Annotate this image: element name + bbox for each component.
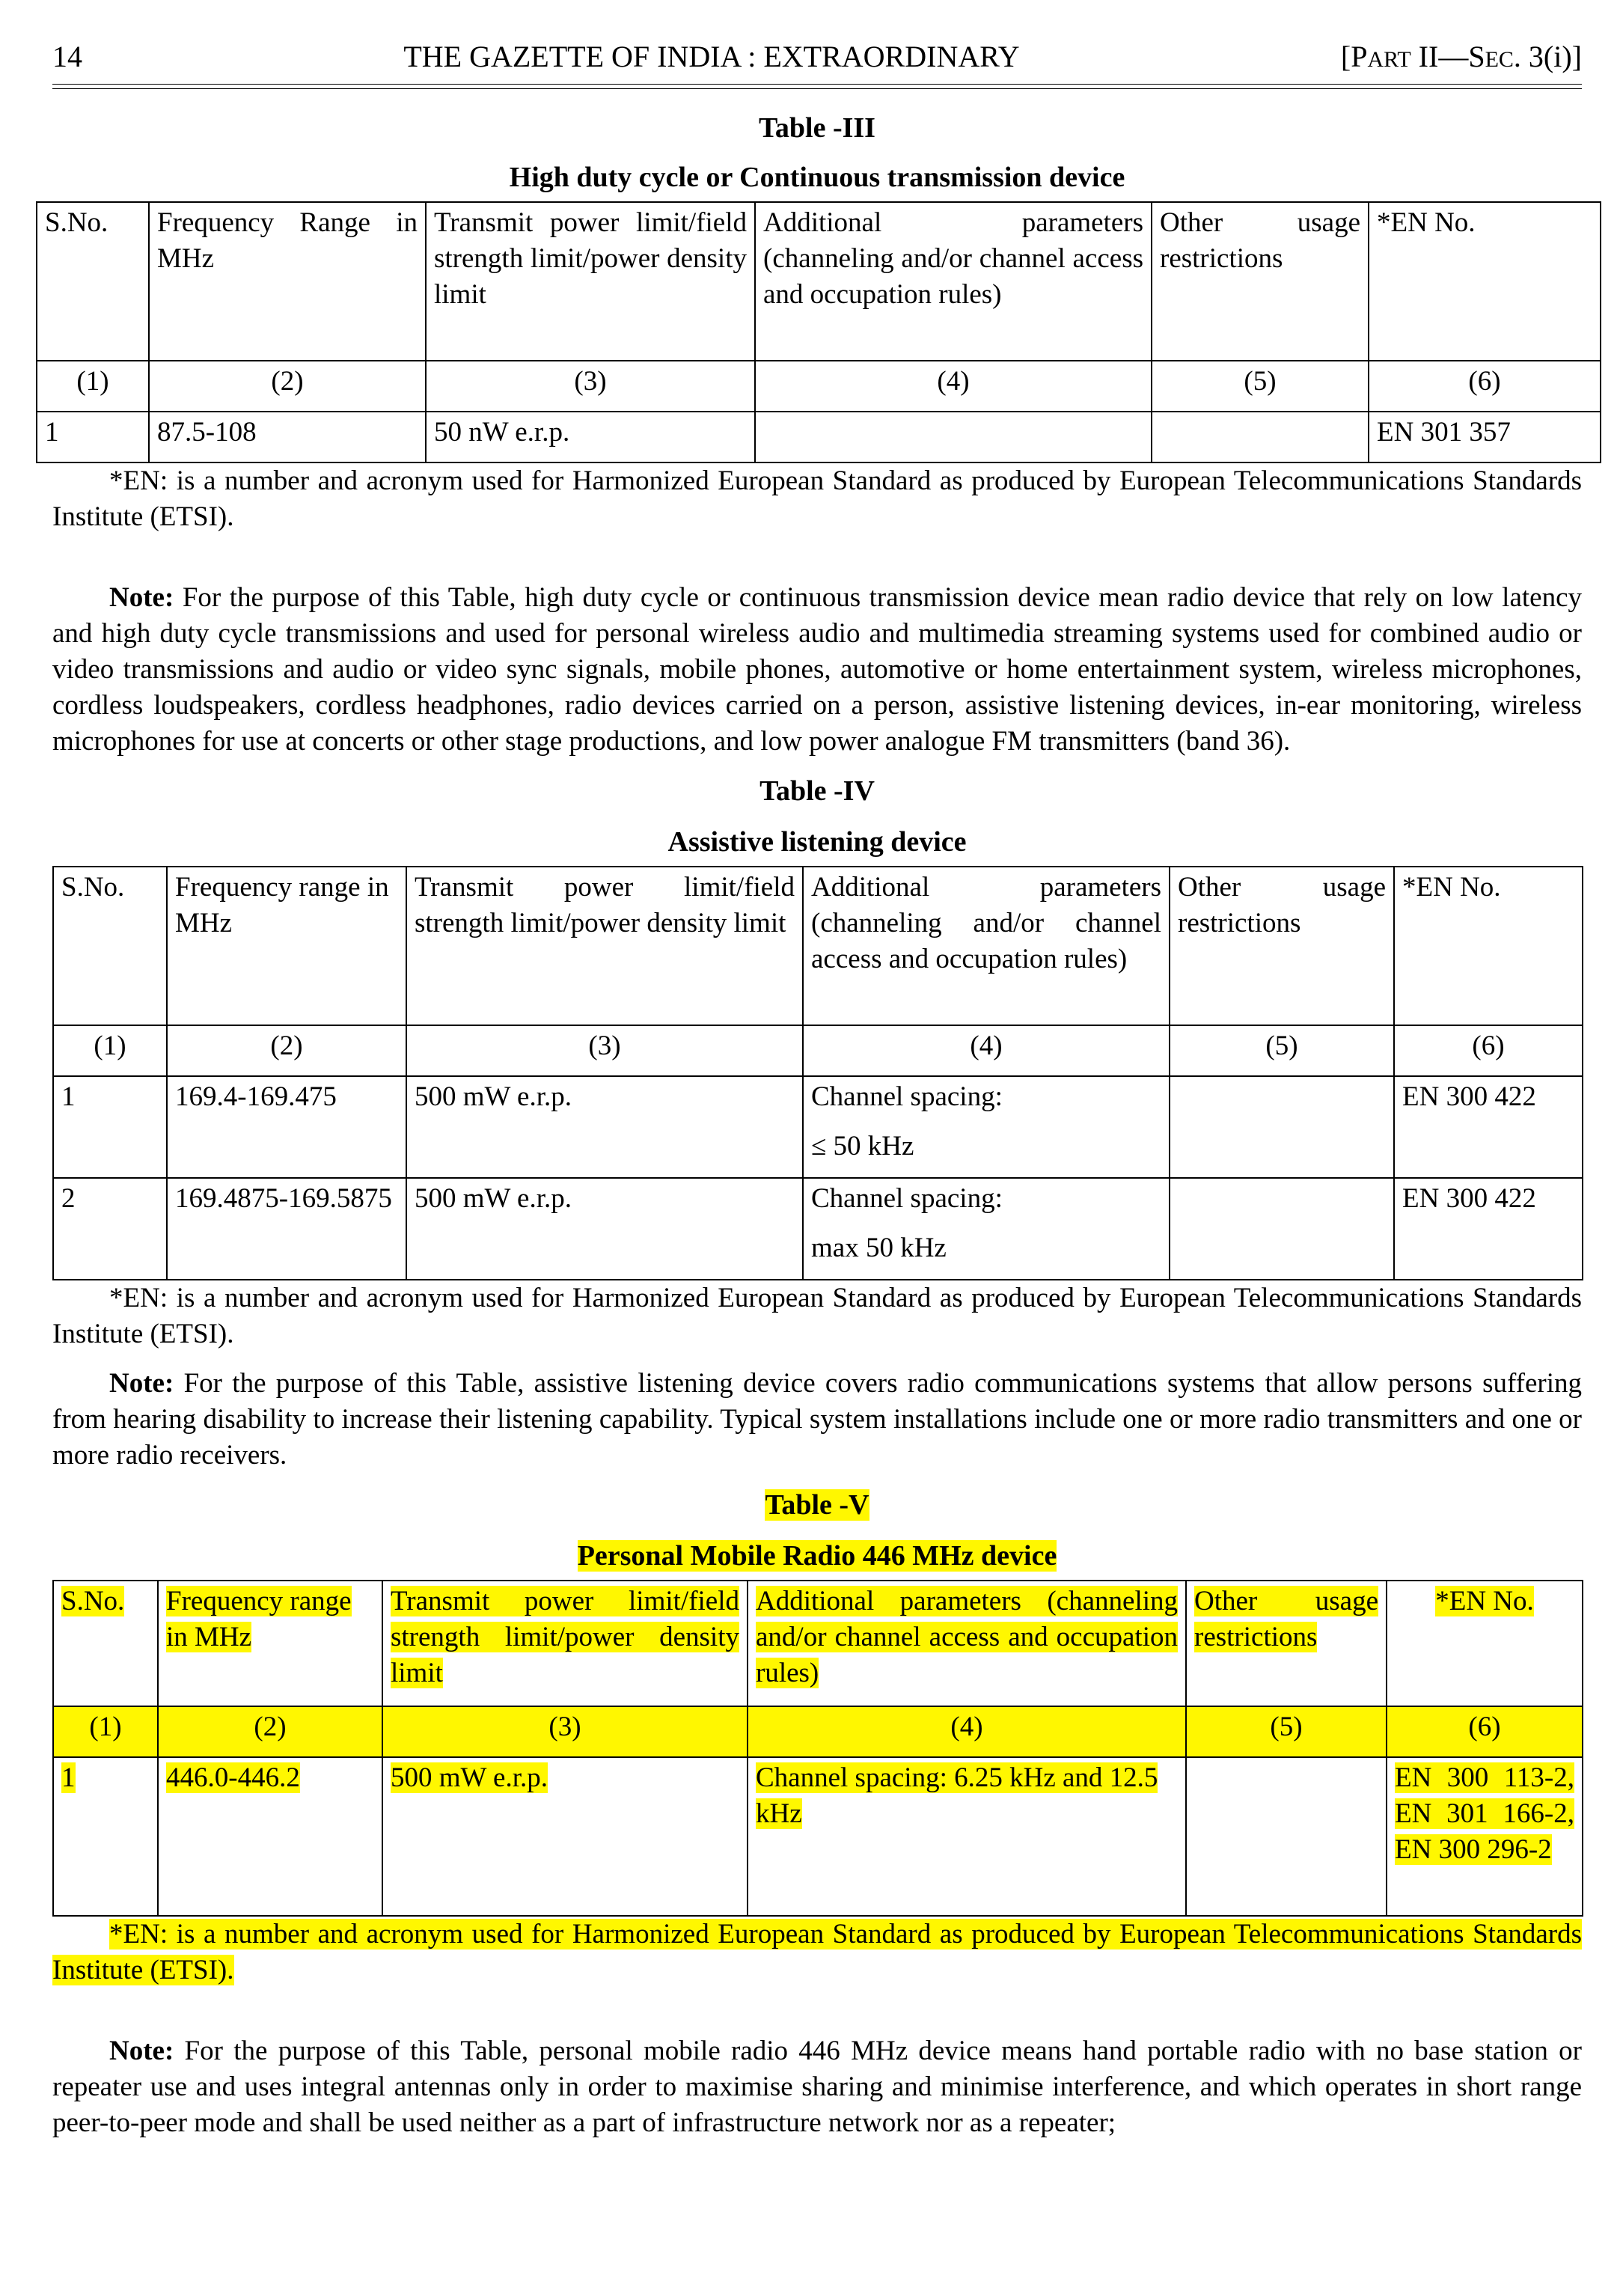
table4-cell: EN 300 422 <box>1394 1076 1583 1178</box>
table4-cell: 500 mW e.r.p. <box>406 1178 803 1280</box>
table4-col-number: (5) <box>1170 1025 1394 1076</box>
table3-header-cell: S.No. <box>37 202 149 361</box>
table3-col-number: (6) <box>1369 361 1601 412</box>
table3-header-cell: Frequency Range in MHz <box>149 202 426 361</box>
gazette-page <box>45 39 1582 2141</box>
header-double-rule <box>52 85 1582 89</box>
table4-header-cell: Frequency range in MHz <box>167 867 406 1025</box>
table4-cell <box>1170 1076 1394 1178</box>
table3-note: Note: For the purpose of this Table, high duty cycle or continuous transmission device mean radio device that rely on low latency and high duty cycle transmissions and used for personal wireless audio and multimedia streaming systems used for combined audio or video transmissions and audio or video sync signals, mobile phones, automotive or home entertainment system, wireless microphones, cordless loudspeakers, cordless headphones, radio devices carried on a person, assistive listening devices, in-ear monitoring, wireless microphones for use at concerts or other stage productions, and low power analogue FM transmitters (band 36). <box>52 582 1582 757</box>
table3-header-cell: Additional parameters (channeling and/or channel access and occupation rules) <box>755 202 1152 361</box>
gazette-title: THE GAZETTE OF INDIA : EXTRAORDINARY <box>403 40 1020 73</box>
table3-cell: 87.5-108 <box>149 412 426 462</box>
table5-cell <box>1186 1757 1387 1916</box>
table5-header-cell: S.No. <box>53 1581 158 1706</box>
table5-cell: 500 mW e.r.p. <box>382 1757 748 1916</box>
table-row <box>53 1757 1583 1916</box>
table3-label: Table -III <box>759 112 875 144</box>
table5 <box>52 1580 1583 1917</box>
table3-header-cell: *EN No. <box>1369 202 1601 361</box>
table5-footnote: *EN: is a number and acronym used for Harmonized European Standard as produced by European Telecommunications Standards Institute (ETSI). <box>52 1919 1582 1985</box>
table4-cell: 169.4875-169.5875 <box>167 1178 406 1280</box>
table5-col-number: (5) <box>1186 1706 1387 1757</box>
table4-cell: 2 <box>53 1178 167 1280</box>
table4-cell: 169.4-169.475 <box>167 1076 406 1178</box>
table3-header-cell: Other usage restrictions <box>1152 202 1369 361</box>
table4-cell: 500 mW e.r.p. <box>406 1076 803 1178</box>
table4-col-number: (2) <box>167 1025 406 1076</box>
table4-cell: Channel spacing: ≤ 50 kHz <box>803 1076 1170 1178</box>
table5-cell: 446.0-446.2 <box>158 1757 382 1916</box>
table5-header-cell: Additional parameters (channeling and/or channel access and occupation rules) <box>748 1581 1186 1706</box>
table4-cell: EN 300 422 <box>1394 1178 1583 1280</box>
table5-cell: 1 <box>53 1757 158 1916</box>
table3 <box>36 201 1601 463</box>
part-section-label: [PART II—SEC. 3(i)] <box>1340 40 1582 73</box>
table5-header-cell: Other usage restrictions <box>1186 1581 1387 1706</box>
table4-cell: 1 <box>53 1076 167 1178</box>
table4-header-cell: Transmit power limit/field strength limit/power density limit <box>406 867 803 1025</box>
table4-col-number: (4) <box>803 1025 1170 1076</box>
page-number: 14 <box>52 40 82 73</box>
table3-cell: 50 nW e.r.p. <box>426 412 755 462</box>
table4-col-number: (3) <box>406 1025 803 1076</box>
table4-cell: Channel spacing: max 50 kHz <box>803 1178 1170 1280</box>
table-row <box>53 1076 1583 1178</box>
table4-footnote: *EN: is a number and acronym used for Harmonized European Standard as produced by European Telecommunications Standards Institute (ETSI). <box>52 1283 1582 1349</box>
table3-number-row <box>37 361 1601 412</box>
table3-col-number: (4) <box>755 361 1152 412</box>
table3-cell <box>1152 412 1369 462</box>
table-row <box>37 412 1601 462</box>
table3-cell <box>755 412 1152 462</box>
table3-col-number: (2) <box>149 361 426 412</box>
table3-title: High duty cycle or Continuous transmission device <box>509 162 1125 193</box>
table5-number-row <box>53 1706 1583 1757</box>
table5-col-number: (4) <box>748 1706 1186 1757</box>
table3-header-row <box>37 202 1601 361</box>
table-row <box>53 1178 1583 1280</box>
table4-col-number: (6) <box>1394 1025 1583 1076</box>
table5-col-number: (2) <box>158 1706 382 1757</box>
table4-cell <box>1170 1178 1394 1280</box>
table4-number-row <box>53 1025 1583 1076</box>
table5-col-number: (3) <box>382 1706 748 1757</box>
table4 <box>52 866 1583 1280</box>
table5-title: Personal Mobile Radio 446 MHz device <box>577 1540 1057 1572</box>
table5-header-cell: Frequency range in MHz <box>158 1581 382 1706</box>
table4-header-cell: Other usage restrictions <box>1170 867 1394 1025</box>
table3-col-number: (1) <box>37 361 149 412</box>
table4-title: Assistive listening device <box>667 826 967 858</box>
table5-header-cell: *EN No. <box>1387 1581 1583 1706</box>
table3-cell: 1 <box>37 412 149 462</box>
table5-cell: Channel spacing: 6.25 kHz and 12.5 kHz <box>748 1757 1186 1916</box>
table5-col-number: (6) <box>1387 1706 1583 1757</box>
table5-header-cell: Transmit power limit/field strength limit/power density limit <box>382 1581 748 1706</box>
table3-header-cell: Transmit power limit/field strength limit/power density limit <box>426 202 755 361</box>
table3-col-number: (3) <box>426 361 755 412</box>
table5-label: Table -V <box>765 1489 869 1521</box>
table5-cell: EN 300 113-2, EN 301 166-2, EN 300 296-2 <box>1387 1757 1583 1916</box>
table3-cell: EN 301 357 <box>1369 412 1601 462</box>
table4-col-number: (1) <box>53 1025 167 1076</box>
table4-label: Table -IV <box>759 775 875 807</box>
table4-header-row <box>53 867 1583 1025</box>
table5-note: Note: For the purpose of this Table, personal mobile radio 446 MHz device means hand portable radio with no base station or repeater use and uses integral antennas only in order to maximise sharing and minimise interference, and which operates in short range peer-to-peer mode and shall be used neither as a part of infrastructure network nor as a repeater; <box>52 2036 1582 2138</box>
table3-footnote: *EN: is a number and acronym used for Harmonized European Standard as produced by European Telecommunications Standards Institute (ETSI). <box>52 465 1582 532</box>
table4-header-cell: Additional parameters (channeling and/or channel access and occupation rules) <box>803 867 1170 1025</box>
table4-header-cell: S.No. <box>53 867 167 1025</box>
table4-header-cell: *EN No. <box>1394 867 1583 1025</box>
table5-col-number: (1) <box>53 1706 158 1757</box>
table5-header-row <box>53 1581 1583 1706</box>
page-header <box>52 39 1582 85</box>
table3-col-number: (5) <box>1152 361 1369 412</box>
table4-note: Note: For the purpose of this Table, assistive listening device covers radio communications systems that allow persons suffering from hearing disability to increase their listening capability. Typical system installations include one or more radio transmitters and one or more radio receivers. <box>52 1368 1582 1471</box>
